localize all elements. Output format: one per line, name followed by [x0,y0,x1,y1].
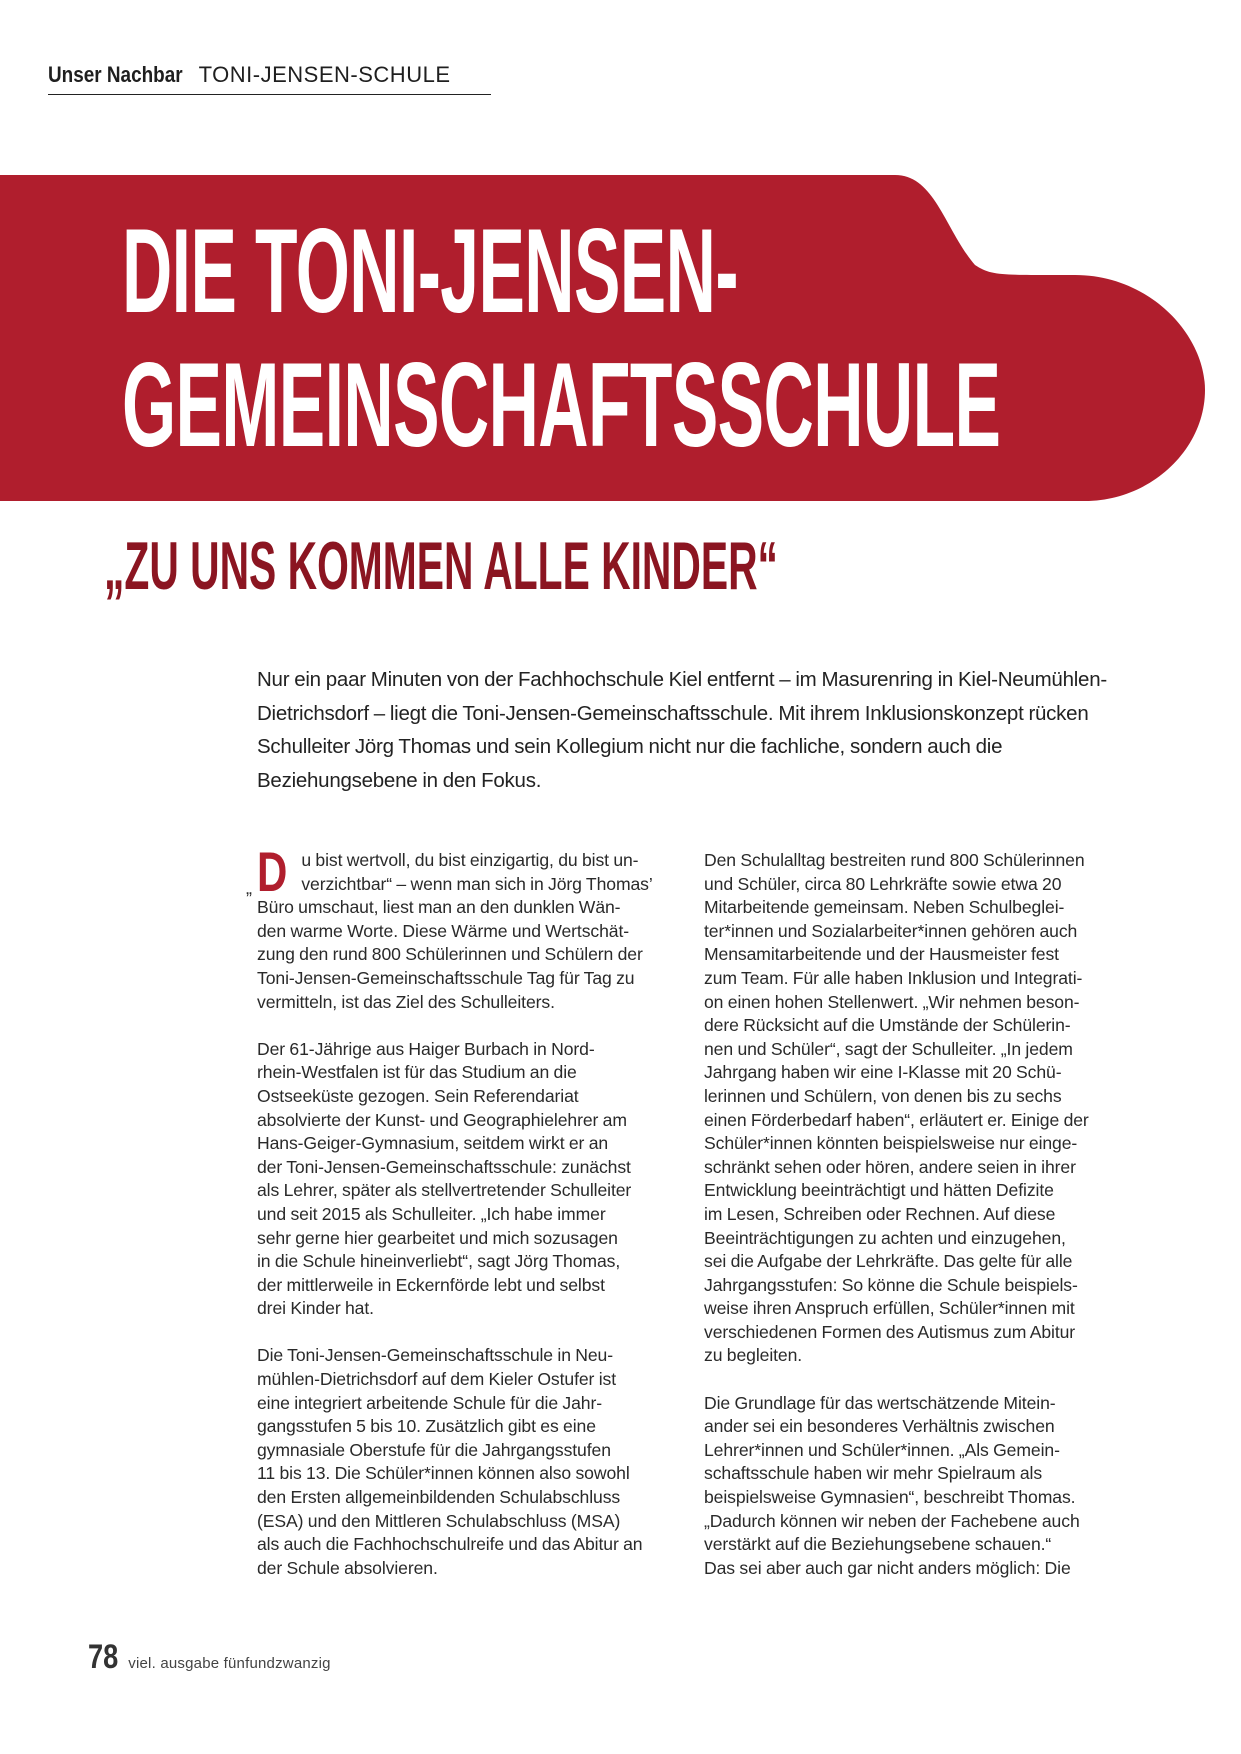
paragraph-text: u bist wertvoll, du bist einzigartig, du bist un- verzichtbar“ – wenn man sich in Jörg Thomas’ Büro umschaut, liest man an den dunklen Wän- den warme Worte. Diese Wärme und Wertschät- zung den rund 800 Schülerinnen und Schülern der Toni-Jensen-Gemeinschaftsschule Tag für Tag zu vermitteln, ist das Ziel des Schulleiters. [257,850,653,1012]
article-column-left [257,840,677,1604]
dropcap-quote: „ [246,878,252,898]
title-line-2: GEMEINSCHAFTSSCHULE [122,338,1001,472]
section-label: Unser Nachbar [48,62,183,87]
paragraph: Der 61-Jährige aus Haiger Burbach in Nord- rhein-Westfalen ist für das Studium an die Ostseeküste gezogen. Sein Referendariat absolvierte der Kunst- und Geographielehrer am Hans-Geiger-Gymnasium, seitdem wirkt er an der Toni-Jensen-Gemeinschaftsschule: zunächst als Lehrer, später als stellvertretender Schulleiter und seit 2015 als Schulleiter. „Ich habe immer sehr gerne hier gearbeitet und mich sozusagen in die Schule hineinverliebt“, sagt Jörg Thomas, der mittlerweile in Eckernförde lebt und selbst drei Kinder hat. [257,1038,632,1319]
paragraph: Die Grundlage für das wertschätzende Mitein- ander sei ein besonderes Verhältnis zwischen Lehrer*innen und Schüler*innen. „Als Gemein- schaftsschule haben wir mehr Spielraum als beispielsweise Gymnasien“, beschreibt Thomas. „Dadurch können wir neben der Fachebene auch verstärkt auf die Beziehungsebene schauen.“ Das sei aber auch gar nicht anders möglich: Die [704,1392,1080,1578]
dropcap: D [257,840,288,903]
title-line-1: DIE TONI-JENSEN- [122,204,738,338]
paragraph: Den Schulalltag bestreiten rund 800 Schülerinnen und Schüler, circa 80 Lehrkräfte sowie etwa 20 Mitarbeitende gemeinsam. Neben Schulbeglei- ter*innen und Sozialarbeiter*innen gehören auch Mensamitarbeitende und der Hausmeister fest zum Team. Für alle haben Inklusion und Integrati- on einen hohen Stellenwert. „Wir nehmen beson- dere Rücksicht auf die Umstände der Schülerin- nen und Schüler“, sagt der Schulleiter. „In jedem Jahrgang haben wir eine I-Klasse mit 20 Schü- lerinnen und Schülern, von denen bis zu sechs einen Förderbedarf haben“, erläutert er. Einige der Schüler*innen könnten beispielsweise nur einge- schränkt sehen oder hören, andere seien in ihrer Entwicklung beeinträchtigt und hätten Defizite im Lesen, Schreiben oder Rechnen. Auf diese Beeinträchtigungen zu achten und einzugehen, sei die Aufgabe der Lehrkräfte. Das gelte für alle Jahrgangsstufen: So könne die Schule beispiels- weise ihren Anspruch erfüllen, Schüler*innen mit verschiedenen Formen des Autismus zum Abitur zu begleiten. [704,850,1089,1366]
section-header [48,62,491,95]
article-title [122,204,1001,472]
page-footer [88,1638,331,1677]
publication-name: viel. ausgabe fünfundzwanzig [128,1655,331,1672]
section-topic: TONI-JENSEN-SCHULE [198,62,451,87]
paragraph [257,840,677,1014]
lead-paragraph: Nur ein paar Minuten von der Fachhochschule Kiel entfernt – im Masurenring in Kiel-Neumühlen-Dietrichsdorf – liegt die Toni-Jensen-Gemeinschaftsschule. Mit ihrem Inklusionskonzept rücken Schulleiter Jörg Thomas und sein Kollegium nicht nur die fachliche, sondern auch die Beziehungsebene in den Fokus. [257,668,1107,792]
page-number: 78 [88,1638,119,1676]
article-subtitle: „ZU UNS KOMMEN ALLE KINDER“ [104,528,778,604]
article-column-right [704,849,1114,1604]
paragraph: Die Toni-Jensen-Gemeinschaftsschule in Neu- mühlen-Dietrichsdorf auf dem Kieler Ostufer ist eine integriert arbeitende Schule für die Jahr- gangsstufen 5 bis 10. Zusätzlich gibt es eine gymnasiale Oberstufe für die Jahrgangsstufen 11 bis 13. Die Schüler*innen können also sowohl den Ersten allgemeinbildenden Schulabschluss (ESA) und den Mittleren Schulabschluss (MSA) als auch die Fachhochschulreife und das Abitur an der Schule absolvieren. [257,1345,643,1578]
